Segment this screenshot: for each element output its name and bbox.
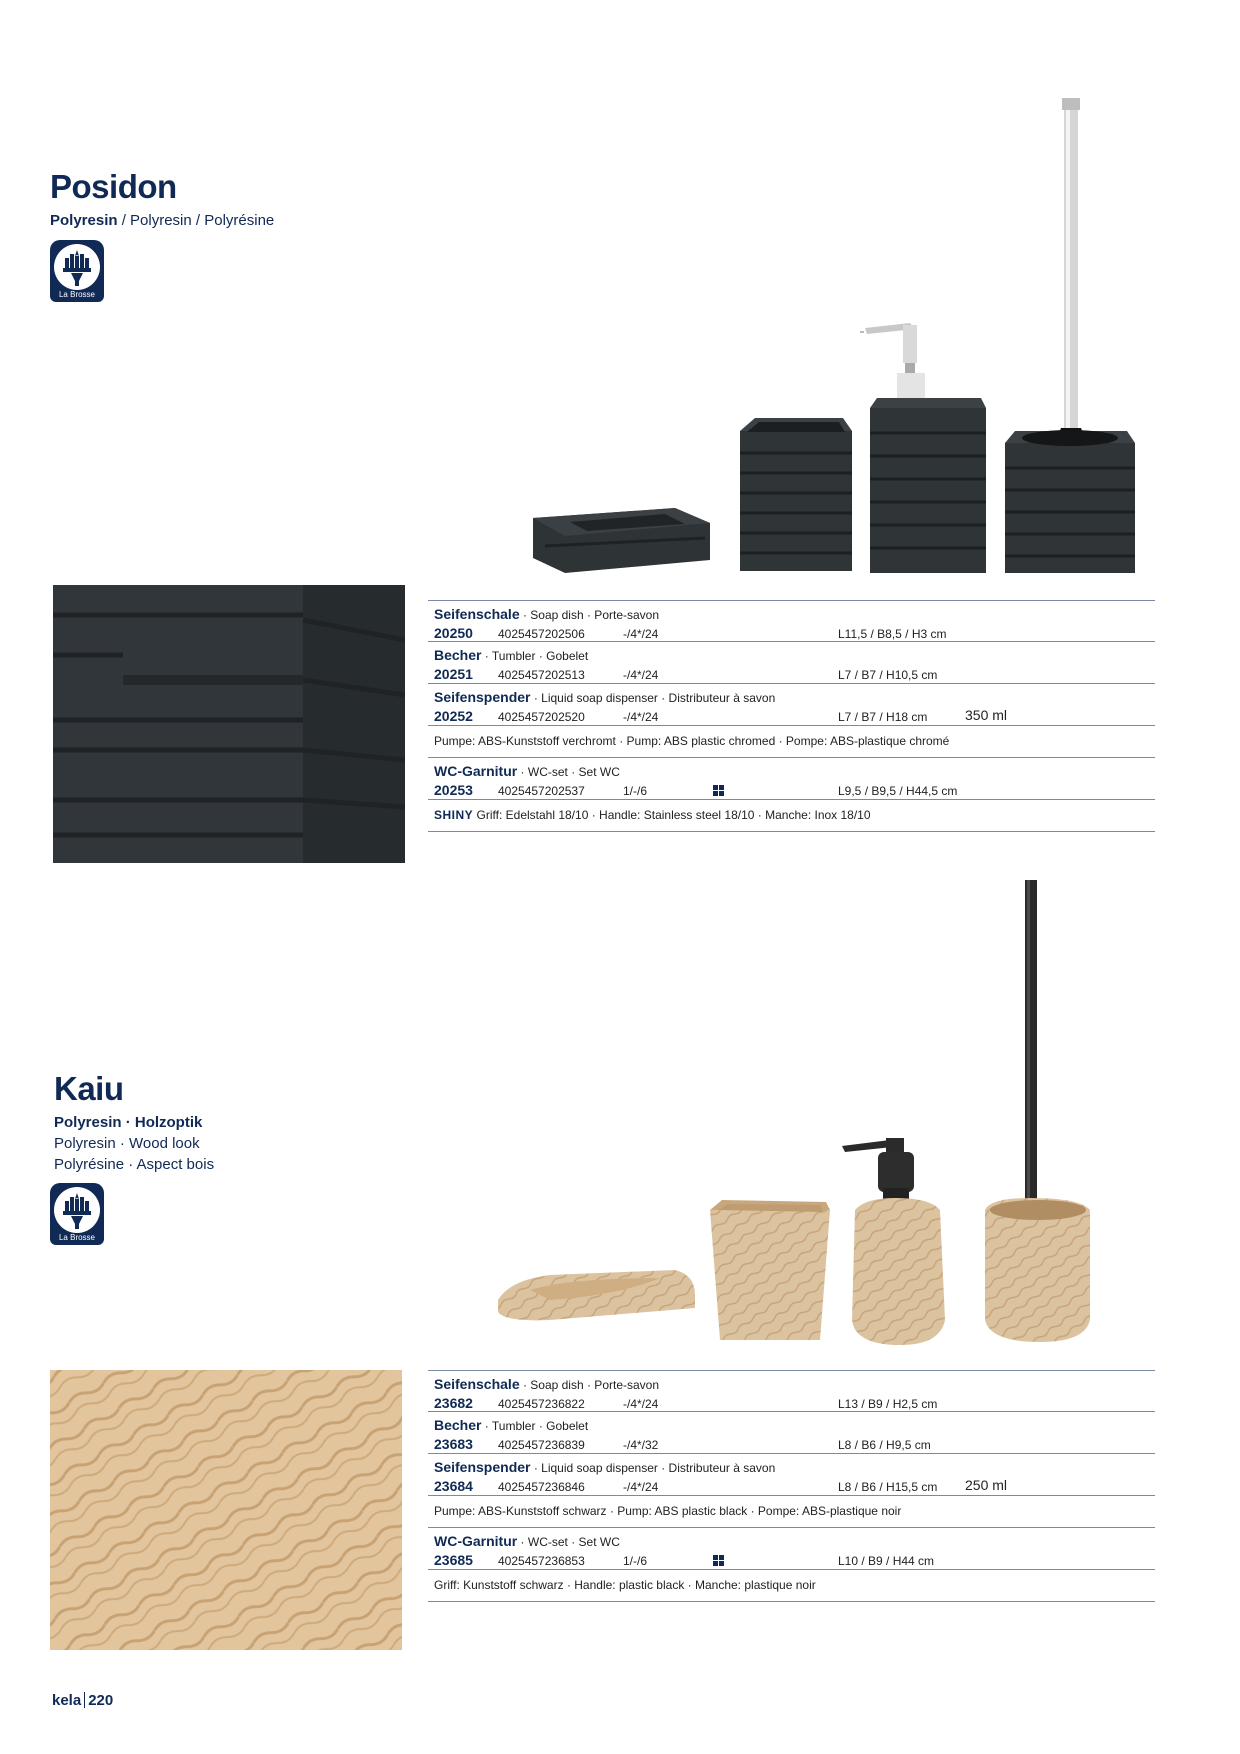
table-row	[428, 642, 1155, 684]
product-desc: · WC-set · Set WC	[517, 1535, 620, 1549]
product-desc: · Liquid soap dispenser · Distributeur à savon	[530, 1461, 776, 1475]
product-name: Seifenspender	[434, 1459, 531, 1475]
brush-logo-icon	[57, 246, 97, 288]
handle-note	[434, 808, 871, 822]
table-note-row	[428, 726, 1155, 758]
table-note-row	[428, 800, 1155, 832]
product-desc: · WC-set · Set WC	[517, 765, 620, 779]
dimensions: L8 / B6 / H9,5 cm	[838, 1438, 931, 1452]
product-name: WC-Garnitur	[434, 763, 518, 779]
packing-unit: -/4*/24	[623, 668, 659, 682]
posidon-material-de: Polyresin	[50, 212, 118, 229]
shiny-label: SHINY	[434, 808, 474, 822]
volume: 250 ml	[965, 1477, 1008, 1493]
dimensions: L7 / B7 / H10,5 cm	[838, 668, 938, 682]
table-note-row	[428, 1570, 1155, 1602]
badge-text: La Brosse	[58, 1233, 96, 1242]
product-name: Seifenschale	[434, 1376, 520, 1392]
article-number: 23685	[434, 1552, 473, 1568]
brush-logo-icon	[57, 1189, 97, 1231]
ean-code: 4025457202513	[498, 668, 585, 682]
posidon-product-image	[525, 98, 1150, 598]
posidon-soap-dispenser	[860, 323, 986, 573]
kaiu-material	[54, 1112, 214, 1175]
dimensions: L13 / B9 / H2,5 cm	[838, 1397, 938, 1411]
ean-code: 4025457202506	[498, 627, 585, 641]
replacement-brush-icon	[713, 785, 724, 796]
handle-note: Griff: Kunststoff schwarz · Handle: plastic black · Manche: plastique noir	[434, 1578, 816, 1592]
ean-code: 4025457236822	[498, 1397, 585, 1411]
packing-unit: -/4*/24	[623, 1480, 659, 1494]
page-footer	[52, 1692, 113, 1709]
dimensions: L8 / B6 / H15,5 cm	[838, 1480, 938, 1494]
la-brosse-badge	[50, 1183, 104, 1245]
packing-unit: -/4*/24	[623, 710, 659, 724]
posidon-wc-brush	[1005, 98, 1135, 573]
article-number: 23683	[434, 1436, 473, 1452]
product-desc: · Liquid soap dispenser · Distributeur à savon	[530, 691, 776, 705]
posidon-product-table	[428, 600, 1155, 832]
packing-unit: 1/-/6	[623, 784, 648, 798]
article-number: 20250	[434, 625, 473, 641]
product-name: Seifenschale	[434, 606, 520, 622]
kaiu-material-de: Polyresin	[54, 1114, 122, 1131]
article-number: 20251	[434, 666, 473, 682]
replacement-brush-icon	[713, 1555, 724, 1566]
dimensions: L7 / B7 / H18 cm	[838, 710, 928, 724]
ean-code: 4025457236853	[498, 1554, 585, 1568]
kaiu-texture-swatch	[50, 1370, 402, 1650]
product-name: Becher	[434, 1417, 482, 1433]
ean-code: 4025457236846	[498, 1480, 585, 1494]
posidon-texture-swatch	[53, 585, 405, 863]
kaiu-soap-dish	[498, 1270, 695, 1320]
product-desc: · Soap dish · Porte-savon	[519, 608, 660, 622]
kaiu-soap-dispenser	[842, 1138, 945, 1345]
dimensions: L9,5 / B9,5 / H44,5 cm	[838, 784, 958, 798]
handle-note-text: Griff: Edelstahl 18/10 · Handle: Stainless steel 18/10 · Manche: Inox 18/10	[473, 808, 871, 822]
table-row	[428, 1370, 1155, 1412]
pump-note: Pumpe: ABS-Kunststoff schwarz · Pump: ABS plastic black · Pompe: ABS-plastique noir	[434, 1504, 902, 1518]
badge-text: La Brosse	[58, 290, 96, 299]
table-row	[428, 1528, 1155, 1570]
ean-code: 4025457202537	[498, 784, 585, 798]
table-row	[428, 758, 1155, 800]
brand-logo: kela	[52, 1692, 82, 1709]
product-desc: · Tumbler · Gobelet	[481, 1419, 589, 1433]
table-row	[428, 1454, 1155, 1496]
article-number: 23682	[434, 1395, 473, 1411]
dimensions: L10 / B9 / H44 cm	[838, 1554, 935, 1568]
posidon-title: Posidon	[50, 168, 177, 205]
kaiu-tumbler	[710, 1200, 830, 1340]
posidon-soap-dish	[533, 508, 710, 573]
kaiu-wc-brush	[985, 880, 1090, 1342]
product-desc: · Soap dish · Porte-savon	[519, 1378, 660, 1392]
ean-code: 4025457236839	[498, 1438, 585, 1452]
kaiu-material-fr: Polyrésine · Aspect bois	[54, 1156, 215, 1173]
product-name: WC-Garnitur	[434, 1533, 518, 1549]
article-number: 23684	[434, 1478, 473, 1494]
table-row	[428, 684, 1155, 726]
la-brosse-badge	[50, 240, 104, 302]
footer-divider	[84, 1692, 85, 1708]
table-note-row	[428, 1496, 1155, 1528]
ean-code: 4025457202520	[498, 710, 585, 724]
pump-note: Pumpe: ABS-Kunststoff verchromt · Pump: ABS plastic chromed · Pompe: ABS-plastique chromé	[434, 734, 950, 748]
kaiu-material-en: Polyresin · Wood look	[54, 1135, 200, 1152]
product-name: Becher	[434, 647, 482, 663]
posidon-material-translations: / Polyresin / Polyrésine	[117, 212, 275, 229]
packing-unit: -/4*/32	[623, 1438, 659, 1452]
kaiu-material-de-look: · Holzoptik	[121, 1114, 203, 1131]
dimensions: L11,5 / B8,5 / H3 cm	[838, 627, 947, 641]
kaiu-product-image	[490, 880, 1140, 1360]
posidon-tumbler	[740, 418, 852, 571]
page-number: 220	[88, 1692, 114, 1709]
packing-unit: 1/-/6	[623, 1554, 648, 1568]
packing-unit: -/4*/24	[623, 1397, 659, 1411]
table-row	[428, 600, 1155, 642]
article-number: 20253	[434, 782, 473, 798]
kaiu-product-table	[428, 1370, 1155, 1602]
product-name: Seifenspender	[434, 689, 531, 705]
kaiu-title: Kaiu	[54, 1070, 124, 1107]
table-row	[428, 1412, 1155, 1454]
packing-unit: -/4*/24	[623, 627, 659, 641]
article-number: 20252	[434, 708, 473, 724]
product-desc: · Tumbler · Gobelet	[481, 649, 589, 663]
posidon-material	[50, 210, 274, 231]
volume: 350 ml	[965, 707, 1008, 723]
